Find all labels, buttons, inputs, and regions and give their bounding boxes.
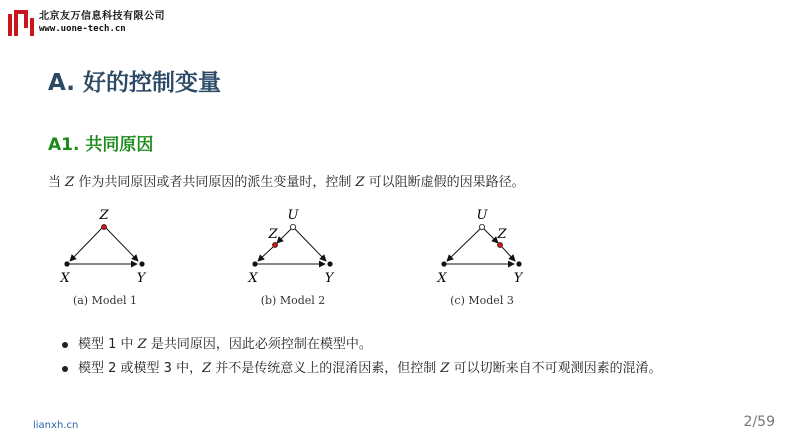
caption-model-1: (a) Model 1	[72, 294, 138, 307]
node-z	[101, 224, 106, 229]
footer-site-link[interactable]: lianxh.cn	[33, 420, 79, 431]
figure-model-3	[407, 202, 557, 312]
label-y: Y	[513, 271, 523, 286]
bullet-2-post: 可以切断来自不可观测因素的混淆。	[449, 361, 662, 376]
label-z: Z	[497, 227, 507, 242]
label-x: X	[248, 271, 258, 286]
label-x: X	[60, 271, 70, 286]
edge-u-y	[295, 229, 326, 261]
bullet-1-z: Z	[137, 337, 147, 352]
edge-z-x	[70, 228, 102, 261]
bullet-item	[60, 357, 662, 381]
bullet-item	[60, 333, 662, 357]
node-y	[327, 261, 332, 266]
node-u	[290, 224, 295, 229]
node-z	[272, 242, 277, 247]
figure-model-2	[218, 202, 368, 312]
label-u: U	[287, 208, 299, 223]
bullet-2-mid: 并不是传统意义上的混淆因素，但控制	[211, 361, 441, 376]
node-y	[139, 261, 144, 266]
figure-model-1	[30, 202, 180, 312]
edge-u-z	[484, 229, 498, 243]
model-2-diagram	[218, 202, 368, 292]
intro-post: 可以阻断虚假的因果路径。	[364, 175, 525, 190]
node-x	[441, 261, 446, 266]
bullet-1-pre: 模型 1 中	[78, 337, 138, 352]
bullet-1-post: 是共同原因，因此必须控制在模型中。	[146, 337, 372, 352]
header	[8, 8, 165, 38]
bullet-list	[60, 333, 662, 381]
edge-u-z	[277, 229, 291, 243]
edge-z-y	[502, 247, 515, 261]
caption-model-3: (c) Model 3	[450, 294, 514, 307]
intro-text	[48, 171, 525, 190]
label-y: Y	[136, 271, 146, 286]
intro-z1: Z	[65, 175, 75, 190]
label-z: Z	[268, 227, 278, 242]
node-z	[497, 242, 502, 247]
node-x	[252, 261, 257, 266]
node-y	[516, 261, 521, 266]
company-logo-icon	[8, 10, 34, 36]
bullet-2-z2: Z	[440, 361, 450, 376]
edge-z-x	[258, 247, 273, 261]
label-x: X	[437, 271, 447, 286]
logo-text	[39, 12, 165, 34]
model-1-diagram	[30, 202, 180, 292]
model-3-diagram	[407, 202, 557, 292]
bullet-2-z: Z	[202, 361, 212, 376]
page-number: 2/59	[743, 414, 775, 430]
edge-z-y	[106, 228, 138, 261]
company-url: www.uone-tech.cn	[39, 24, 126, 34]
intro-mid: 作为共同原因或者共同原因的派生变量时，控制	[74, 175, 356, 190]
caption-model-2: (b) Model 2	[260, 294, 326, 307]
slide-title: A. 好的控制变量	[48, 70, 221, 96]
company-name: 北京友万信息科技有限公司	[39, 11, 165, 22]
bullet-2-pre: 模型 2 或模型 3 中，	[78, 361, 203, 376]
intro-z2: Z	[355, 175, 365, 190]
label-u: U	[476, 208, 488, 223]
node-u	[479, 224, 484, 229]
label-y: Y	[324, 271, 334, 286]
section-subtitle: A1. 共同原因	[48, 135, 154, 155]
label-z: Z	[99, 208, 109, 223]
intro-pre: 当	[48, 175, 66, 190]
edge-u-x	[447, 229, 480, 261]
node-x	[64, 261, 69, 266]
